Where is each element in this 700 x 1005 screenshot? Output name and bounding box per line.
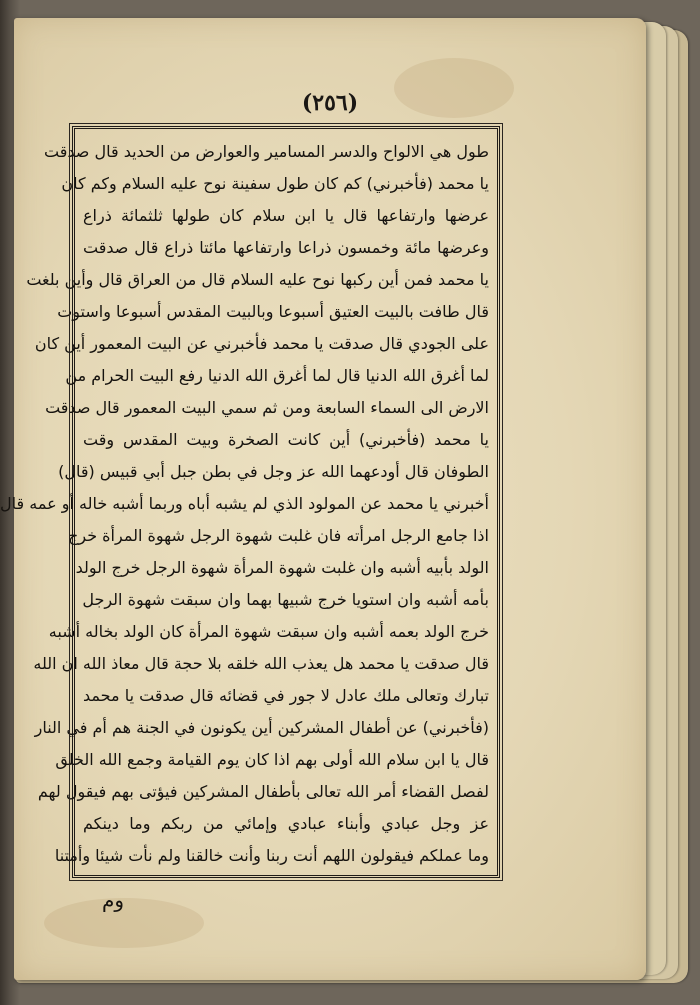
text-line: عز وجل عبادي وأبناء عبادي وإمائي من ربكم وما دينكم bbox=[83, 814, 489, 833]
text-line: الطوفان قال أودعهما الله عز وجل في بطن جبل أبي قبيس (قال) bbox=[58, 462, 489, 481]
text-body bbox=[0, 139, 489, 869]
text-line: قال يا ابن سلام الله أولى بهم اذا كان يوم القيامة وجمع الله الخلق bbox=[55, 750, 489, 769]
text-line: أخبرني يا محمد عن المولود الذي لم يشبه أباه وربما أشبه خاله أو عمه قال bbox=[0, 494, 489, 513]
text-line: قال صدقت يا محمد هل يعذب الله خلقه بلا حجة قال معاذ الله ان الله bbox=[33, 654, 489, 673]
text-line: طول هي الالواح والدسر المسامير والعوارض من الحديد قال صدقت bbox=[44, 142, 489, 161]
text-line: خرج الولد بعمه أشبه وان سبقت شهوة المرأة كان الولد بخاله أشبه bbox=[48, 622, 489, 641]
text-line: قال طافت بالبيت العتيق أسبوعا وبالبيت المقدس أسبوعا واستوت bbox=[57, 302, 489, 321]
text-line: عرضها وارتفاعها قال يا ابن سلام كان طولها ثلثمائة ذراع bbox=[83, 206, 489, 225]
page-number: (٢٥٦) bbox=[301, 90, 359, 116]
page-sheet bbox=[0, 18, 646, 980]
catchword: وم bbox=[102, 888, 125, 912]
text-frame bbox=[0, 126, 500, 878]
text-line: اذا جامع الرجل امرأته فان غلبت شهوة الرجل شهوة المرأة خرج bbox=[68, 526, 489, 545]
text-line: (فأخبرني) عن أطفال المشركين أين يكونون في الجنة هم أم في النار bbox=[34, 718, 489, 737]
text-line: لفصل القضاء أمر الله تعالى بأطفال المشركين فيؤتى بهم فيقول لهم bbox=[37, 782, 489, 801]
text-line: على الجودي قال صدقت يا محمد فأخبرني عن البيت المعمور أين كان bbox=[34, 334, 489, 353]
text-line: يا محمد (فأخبرني) أين كانت الصخرة وبيت المقدس وقت bbox=[83, 430, 489, 449]
text-line: يا محمد (فأخبرني) كم كان طول سفينة نوح عليه السلام وكم كان bbox=[61, 174, 489, 193]
text-line: بأمه أشبه وان استويا خرج شبيها بهما وان سبقت شهوة الرجل bbox=[82, 590, 489, 609]
text-line: الولد بأبيه أشبه وان غلبت شهوة المرأة شهوة الرجل خرج الولد bbox=[75, 558, 489, 577]
text-line: وعرضها مائة وخمسون ذراعا وارتفاعها مائتا ذراع قال صدقت bbox=[83, 238, 489, 257]
text-line: يا محمد فمن أين ركبها نوح عليه السلام قال من العراق قال وأين بلغت bbox=[26, 270, 489, 289]
text-line: وما عملكم فيقولون اللهم أنت ربنا وأنت خالقنا ولم نأت شيئا وأمتنا bbox=[54, 846, 489, 865]
text-line: الارض الى السماء السابعة ومن ثم سمي البيت المعمور قال صدقت bbox=[45, 398, 489, 417]
text-line: تبارك وتعالى ملك عادل لا جور في قضائه قال صدقت يا محمد bbox=[83, 686, 489, 705]
text-line: لما أغرق الله الدنيا قال لما أغرق الله الدنيا رفع البيت الحرام من bbox=[65, 366, 489, 385]
